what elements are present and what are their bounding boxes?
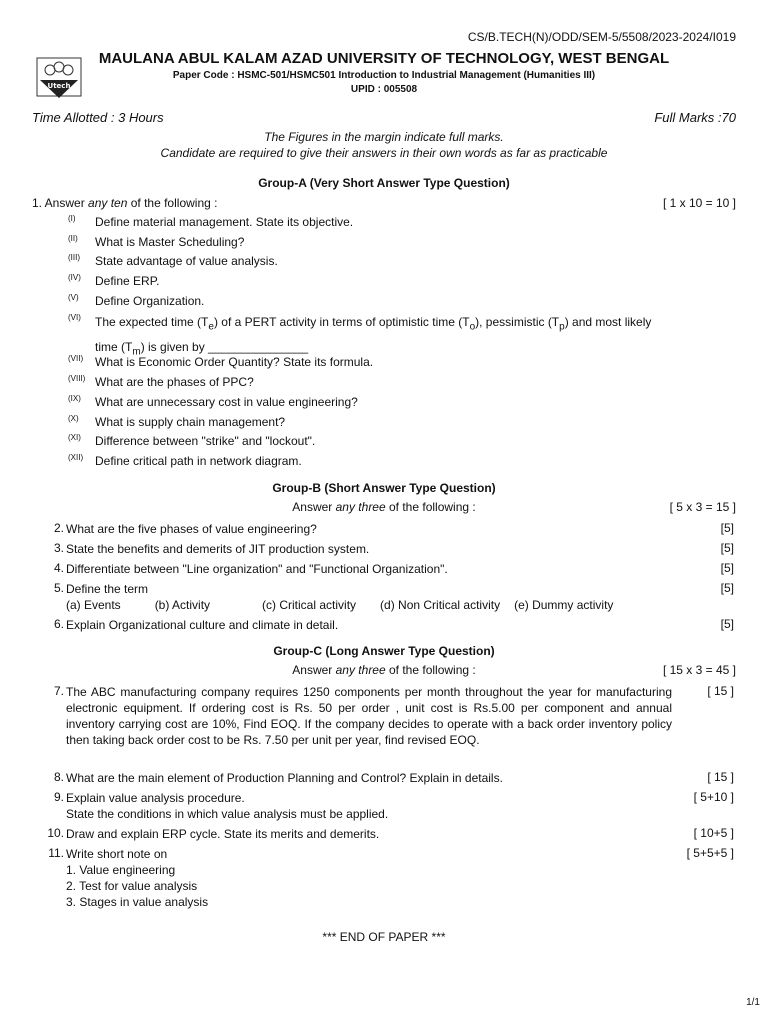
full-marks: Full Marks :70: [654, 110, 736, 125]
group-a-item-number: (IV): [68, 273, 81, 282]
group-a-item-number: (I): [68, 214, 76, 223]
group-b-question-marks: [5]: [720, 581, 734, 595]
question-number: 3.: [53, 541, 64, 555]
question-10: Draw and explain ERP cycle. State its merits and demerits.: [66, 827, 380, 841]
group-b-question: State the benefits and demerits of JIT production system.: [66, 542, 370, 556]
upid-line: UPID : 005508: [350, 84, 418, 95]
group-b-instruction: Answer any three of the following :: [292, 500, 476, 514]
university-title: MAULANA ABUL KALAM AZAD UNIVERSITY OF TECHNOLOGY, WEST BENGAL: [98, 50, 670, 67]
question-11-marks: [ 5+5+5 ]: [686, 846, 734, 860]
group-a-item-number: (II): [68, 234, 78, 243]
group-a-item-number: (XI): [68, 433, 81, 442]
paper-code-header: CS/B.TECH(N)/ODD/SEM-5/5508/2023-2024/I019: [467, 30, 736, 44]
group-a-item: Define critical path in network diagram.: [95, 454, 302, 468]
question-7: The ABC manufacturing company requires 1250 components per month throughout the year for manufacturing electronic equipment. If ordering cost is Rs. 50 per order , unit cost is Rs.5.00 per component and annual inventory carrying cost are 10%, Find EOQ. If the company decides to operate with a back order inventory policy then taking back order cost to be Rs. 7.50 per unit per year, find revised EOQ.: [66, 685, 672, 747]
group-a-item-number: (III): [68, 253, 80, 262]
page-number: 1/1: [746, 997, 760, 1008]
group-a-item-number: (X): [68, 414, 79, 423]
candidate-note: Candidate are required to give their answers in their own words as far as practicable: [160, 146, 608, 160]
question-number: 2.: [53, 521, 64, 535]
question-number: 9.: [53, 790, 64, 804]
group-b-marks: [ 5 x 3 = 15 ]: [669, 500, 736, 514]
question-number: 6.: [53, 617, 64, 631]
group-b-question: What are the five phases of value engineering?: [66, 522, 317, 536]
group-b-question-marks: [5]: [720, 541, 734, 555]
svg-text:Utech: Utech: [47, 82, 71, 90]
group-a-item-number: (V): [68, 293, 79, 302]
question-10-marks: [ 10+5 ]: [693, 826, 734, 840]
margin-note: The Figures in the margin indicate full marks.: [264, 130, 504, 144]
question-number: 8.: [53, 770, 64, 784]
group-b-question-marks: [5]: [720, 561, 734, 575]
question-number: 11.: [48, 846, 64, 860]
group-a-item: State advantage of value analysis.: [95, 254, 278, 268]
group-b-question: Explain Organizational culture and climate in detail.: [66, 618, 339, 632]
paper-code-line: Paper Code : HSMC-501/HSMC501 Introduction to Industrial Management (Humanities III): [172, 70, 596, 81]
group-a-item: What is supply chain management?: [95, 415, 286, 429]
group-a-item-number: (VII): [68, 354, 84, 363]
group-c-marks: [ 15 x 3 = 45 ]: [662, 663, 736, 677]
question-number: 4.: [53, 561, 64, 575]
group-a-item: What is Economic Order Quantity? State its formula.: [95, 355, 374, 369]
question-number: 5.: [53, 581, 64, 595]
group-a-marks: [ 1 x 10 = 10 ]: [662, 196, 736, 210]
group-b-title: Group-B (Short Answer Type Question): [272, 481, 496, 495]
group-b-question: Differentiate between "Line organization" and "Functional Organization".: [66, 562, 448, 576]
group-a-item-number: (IX): [68, 394, 81, 403]
group-a-item: The expected time $(T_e)$ of a PERT activity in terms of optimistic time $(T_o)$, pessimistic $(T_p)$ and most likely time $(T_m)$ is given by _______________: [95, 315, 652, 358]
question-11: Write short note on 1. Value engineering 2. Test for value analysis 3. Stages in value analysis: [66, 847, 209, 909]
group-c-instruction: Answer any three of the following :: [292, 663, 476, 677]
question-9-marks: [ 5+10 ]: [693, 790, 734, 804]
group-a-item-number: (XII): [68, 453, 84, 462]
time-allotted: Time Allotted : 3 Hours: [32, 110, 164, 125]
group-a-instruction: 1. Answer any ten of the following : [ 1 x 10 = 10 ]: [32, 196, 736, 210]
end-of-paper: *** END OF PAPER ***: [322, 930, 446, 944]
group-b-question-marks: [5]: [720, 521, 734, 535]
group-a-item: Define Organization.: [95, 294, 205, 308]
group-a-item-number: (VI): [68, 313, 81, 322]
question-number: 10.: [47, 826, 64, 840]
question-8: What are the main element of Production Planning and Control? Explain in details.: [66, 771, 503, 785]
group-a-item: Difference between "strike" and "lockout".: [95, 434, 316, 448]
question-number: 7.: [53, 684, 64, 698]
group-a-title: Group-A (Very Short Answer Type Question): [258, 176, 510, 190]
define-terms-list: (a) Events (b) Activity (c) Critical activity (d) Non Critical activity (e) Dummy activity: [66, 598, 614, 612]
question-7-marks: [ 15 ]: [707, 684, 734, 698]
group-b-question: Define the term: [66, 582, 149, 596]
group-a-item-number: (VIII): [68, 374, 86, 383]
group-a-item: What are the phases of PPC?: [95, 375, 254, 389]
group-a-item: Define ERP.: [95, 274, 160, 288]
group-c-title: Group-C (Long Answer Type Question): [273, 644, 495, 658]
group-b-question-marks: [5]: [720, 617, 734, 631]
question-8-marks: [ 15 ]: [707, 770, 734, 784]
group-a-item: Define material management. State its objective.: [95, 215, 354, 229]
group-a-item: What is Master Scheduling?: [95, 235, 245, 249]
question-9: Explain value analysis procedure. State the conditions in which value analysis must be applied.: [66, 791, 389, 821]
group-a-item: What are unnecessary cost in value engineering?: [95, 395, 358, 409]
